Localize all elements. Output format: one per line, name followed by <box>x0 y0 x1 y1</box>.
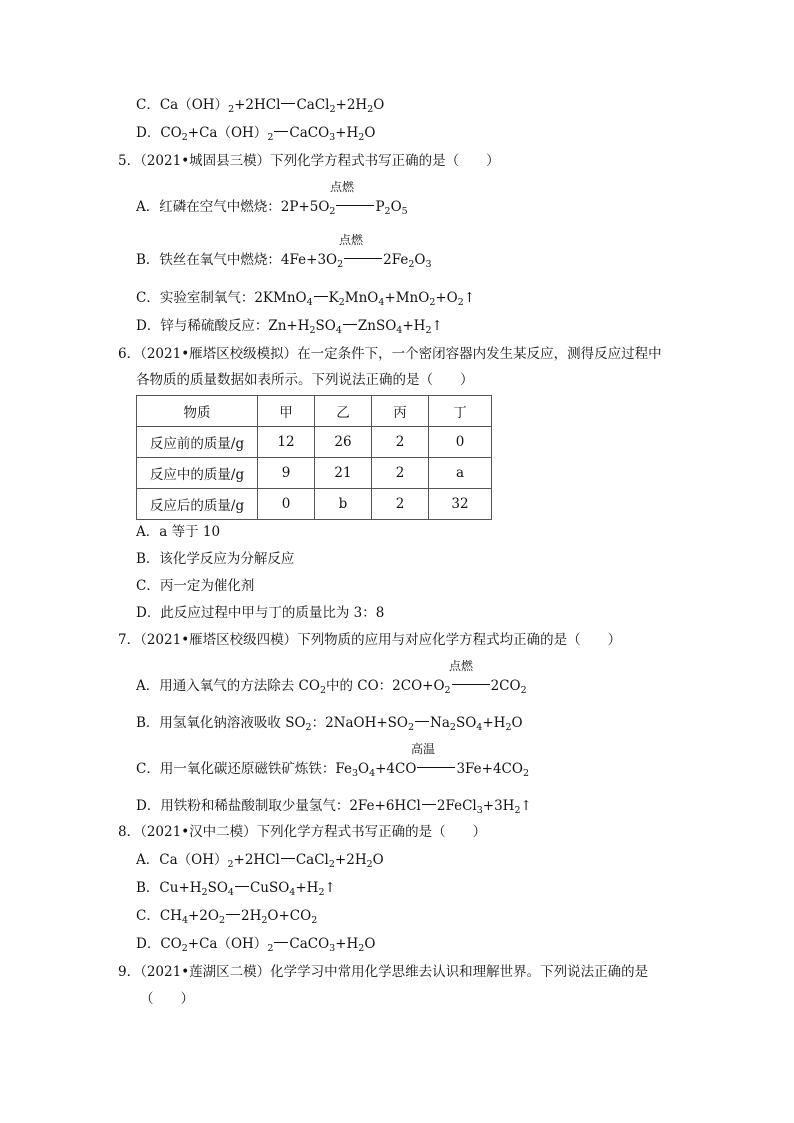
subscript: 4 <box>476 722 483 733</box>
table-cell: 反应前的质量/g <box>137 427 258 458</box>
subscript: 2 <box>384 206 391 217</box>
subscript: 4 <box>335 325 342 336</box>
subscript: 3 <box>329 132 336 143</box>
subscript: 2 <box>505 722 512 733</box>
text-run: 5．（2021•城固县三模）下列化学方程式书写正确的是（ ） <box>118 153 500 169</box>
subscript: 2 <box>457 297 464 308</box>
option-7b <box>136 714 523 732</box>
text-run: K <box>328 290 339 306</box>
table-cell: 0 <box>258 489 315 520</box>
text-run: +Ca（OH） <box>187 936 268 952</box>
table-cell: 21 <box>315 458 372 489</box>
text-run: Na <box>430 715 450 731</box>
equation-bar <box>274 941 288 943</box>
subscript: 3 <box>476 805 483 816</box>
text-run: +2H <box>334 852 367 868</box>
subscript: 3 <box>351 768 358 779</box>
subscript: 2 <box>429 297 436 308</box>
table-row <box>137 458 492 489</box>
text-run: CaCl <box>296 97 330 113</box>
text-run: C．CH <box>136 908 182 924</box>
text-run: O <box>372 852 384 868</box>
text-run: C．Ca（OH） <box>136 97 229 113</box>
text-run: 中的 CO：2CO+O <box>325 678 445 694</box>
text-run: +H <box>335 125 359 141</box>
subscript: 2 <box>319 685 326 696</box>
text-run: CuSO <box>249 880 290 896</box>
option-6a <box>136 523 220 541</box>
equation-bar <box>281 857 295 859</box>
text-run: +4CO <box>375 761 417 777</box>
subscript: 2 <box>201 887 208 898</box>
text-run: D．CO <box>136 936 182 952</box>
table-cell: 12 <box>258 427 315 458</box>
text-run: A．a 等于 10 <box>136 524 221 540</box>
text-run: ↑ <box>431 318 443 334</box>
text-run: CaCO <box>289 936 330 952</box>
text-run: 6．（2021•雁塔区校级模拟）在一定条件下，一个密闭容器内发生某反应，测得反应过程中 <box>118 346 662 362</box>
text-run: +Ca（OH） <box>187 125 268 141</box>
option-5b <box>136 251 432 269</box>
option-6d <box>136 604 384 622</box>
text-run: CaCO <box>289 125 330 141</box>
text-run: SO <box>315 318 336 334</box>
option-8d <box>136 935 375 953</box>
subscript: 2 <box>514 805 521 816</box>
text-run: B．用氢氧化钠溶液吸收 SO <box>136 715 306 731</box>
text-run: D．用铁粉和稀盐酸制取少量氢气：2Fe+6HCl <box>136 798 421 814</box>
option-8b <box>136 879 336 897</box>
equation-bar <box>452 683 490 685</box>
table-cell: b <box>315 489 372 520</box>
subscript: 2 <box>181 943 188 954</box>
text-run: +H <box>402 318 426 334</box>
condition-label-5a: 点燃 <box>330 180 355 194</box>
table-row <box>137 427 492 458</box>
subscript: 2 <box>181 132 188 143</box>
subscript: 4 <box>289 887 296 898</box>
mass-data-table <box>136 395 492 520</box>
option-8c <box>136 907 317 925</box>
table-header-cell: 乙 <box>315 396 372 427</box>
text-run: O <box>414 252 426 268</box>
equation-bar <box>336 204 374 206</box>
subscript: 2 <box>329 206 336 217</box>
equation-bar <box>235 885 249 887</box>
subscript: 2 <box>305 722 312 733</box>
table-cell: 2 <box>372 458 429 489</box>
subscript: 2 <box>228 104 235 115</box>
text-run: ZnSO <box>357 318 397 334</box>
text-run: A．Ca（OH） <box>136 852 228 868</box>
condition-label-5b: 点燃 <box>339 233 364 247</box>
subscript: 2 <box>267 132 274 143</box>
text-run: +2HCl <box>234 97 281 113</box>
table-header-cell: 甲 <box>258 396 315 427</box>
table-cell: 2 <box>372 427 429 458</box>
subscript: 2 <box>408 722 415 733</box>
question-6-stem <box>118 345 662 363</box>
option-7c <box>136 760 529 778</box>
question-5-stem <box>118 152 500 170</box>
subscript: 2 <box>227 859 234 870</box>
subscript: 2 <box>261 915 268 926</box>
subscript: 3 <box>425 259 432 270</box>
table-row <box>137 489 492 520</box>
table-cell: 0 <box>429 427 492 458</box>
table-header-cell: 物质 <box>137 396 258 427</box>
subscript: 4 <box>181 915 188 926</box>
subscript: 2 <box>338 297 345 308</box>
question-9-answer-bracket <box>140 990 194 1008</box>
question-6-stem-continued <box>136 371 474 389</box>
subscript: 2 <box>337 259 344 270</box>
equation-bar <box>415 720 429 722</box>
subscript: 2 <box>358 943 365 954</box>
text-run: A．用通入氧气的方法除去 CO <box>136 678 320 694</box>
subscript: 2 <box>522 768 529 779</box>
option-5d <box>136 317 443 335</box>
table-cell: 反应后的质量/g <box>137 489 258 520</box>
text-run: D．锌与稀硫酸反应：Zn+H <box>136 318 310 334</box>
equation-bar <box>314 295 328 297</box>
table-cell: 2 <box>372 489 429 520</box>
subscript: 4 <box>306 297 313 308</box>
text-run: ↑ <box>463 290 476 306</box>
subscript: 5 <box>401 206 408 217</box>
subscript: 2 <box>328 859 335 870</box>
subscript: 2 <box>449 722 456 733</box>
text-run: D．CO <box>136 125 182 141</box>
text-run: 2H <box>241 908 262 924</box>
subscript: 2 <box>218 915 225 926</box>
text-run: +2HCl <box>233 852 280 868</box>
option-5a <box>136 198 408 216</box>
subscript: 2 <box>408 259 415 270</box>
text-run: ↑ <box>324 880 336 896</box>
subscript: 4 <box>396 325 403 336</box>
equation-bar <box>343 323 357 325</box>
option-6b <box>136 550 294 568</box>
text-run: P <box>375 199 385 215</box>
subscript: 2 <box>311 915 318 926</box>
option-4d <box>136 124 375 142</box>
text-run: O <box>390 199 402 215</box>
table-cell: 26 <box>315 427 372 458</box>
text-run: C．丙一定为催化剂 <box>136 578 255 594</box>
table-cell: 反应中的质量/g <box>137 458 258 489</box>
table-header-cell: 丙 <box>372 396 429 427</box>
table-cell: 9 <box>258 458 315 489</box>
text-run: +H <box>335 936 359 952</box>
subscript: 2 <box>358 132 365 143</box>
equation-bar <box>417 766 455 768</box>
text-run: +3H <box>482 798 515 814</box>
text-run: 各物质的质量数据如表所示。下列说法正确的是（ ） <box>136 372 474 388</box>
text-run: O <box>511 715 523 731</box>
text-run: B．该化学反应为分解反应 <box>136 551 295 567</box>
question-9-stem <box>118 963 648 981</box>
text-run: C．实验室制氧气：2KMnO <box>136 290 307 306</box>
text-run: ↑ <box>520 798 532 814</box>
text-run: 2CO <box>490 678 521 694</box>
subscript: 2 <box>318 887 325 898</box>
text-run: B．Cu+H <box>136 880 202 896</box>
subscript: 2 <box>329 104 336 115</box>
subscript: 2 <box>367 104 374 115</box>
subscript: 2 <box>444 685 451 696</box>
text-run: O+CO <box>267 908 312 924</box>
table-cell: a <box>429 458 492 489</box>
option-7a <box>136 677 527 695</box>
subscript: 2 <box>366 859 373 870</box>
text-run: O <box>373 97 385 113</box>
option-4c <box>136 96 384 114</box>
text-run: 9．（2021•莲湖区二模）化学学习中常用化学思维去认识和理解世界。下列说法正确的是 <box>118 964 649 980</box>
text-run: SO <box>455 715 477 731</box>
subscript: 4 <box>378 297 385 308</box>
text-run: 3Fe+4CO <box>456 761 523 777</box>
subscript: 4 <box>369 768 376 779</box>
text-run: D．此反应过程中甲与丁的质量比为 3：8 <box>136 605 385 621</box>
table-cell: 32 <box>429 489 492 520</box>
equation-bar <box>422 803 436 805</box>
condition-label-7c: 高温 <box>411 742 436 756</box>
equation-bar <box>226 913 240 915</box>
text-run: B．铁丝在氧气中燃烧：4Fe+3O <box>136 252 338 268</box>
text-run: SO <box>207 880 228 896</box>
text-run: O <box>364 125 376 141</box>
text-run: 7．（2021•雁塔区校级四模）下列物质的应用与对应化学方程式均正确的是（ ） <box>118 632 622 648</box>
text-run: ：2NaOH+SO <box>311 715 408 731</box>
option-8a <box>136 851 384 869</box>
text-run: MnO <box>344 290 379 306</box>
table-header-row <box>137 396 492 427</box>
text-run: +2H <box>335 97 368 113</box>
text-run: +MnO <box>384 290 430 306</box>
subscript: 2 <box>425 325 432 336</box>
text-run: 2Fe <box>383 252 409 268</box>
equation-bar <box>281 102 295 104</box>
text-run: （ ） <box>140 991 194 1007</box>
text-run: 8．（2021•汉中二模）下列化学方程式书写正确的是（ ） <box>118 824 487 840</box>
text-run: CaCl <box>295 852 329 868</box>
subscript: 2 <box>267 943 274 954</box>
text-run: +2O <box>187 908 219 924</box>
equation-bar <box>274 130 288 132</box>
text-run: A．红磷在空气中燃烧：2P+5O <box>136 199 330 215</box>
text-run: +O <box>435 290 458 306</box>
subscript: 2 <box>309 325 316 336</box>
text-run: O <box>364 936 376 952</box>
text-run: +H <box>482 715 506 731</box>
subscript: 4 <box>227 887 234 898</box>
text-run: C．用一氧化碳还原磁铁矿炼铁：Fe <box>136 761 352 777</box>
condition-label-7a: 点燃 <box>449 659 474 673</box>
subscript: 3 <box>329 943 336 954</box>
question-8-stem <box>118 823 486 841</box>
question-7-stem <box>118 631 621 649</box>
option-7d <box>136 797 532 815</box>
text-run: +H <box>295 880 319 896</box>
text-run: 2FeCl <box>436 798 477 814</box>
option-6c <box>136 577 254 595</box>
option-5c <box>136 289 475 307</box>
text-run: O <box>358 761 370 777</box>
subscript: 2 <box>520 685 527 696</box>
table-header-cell: 丁 <box>429 396 492 427</box>
equation-bar <box>344 257 382 259</box>
